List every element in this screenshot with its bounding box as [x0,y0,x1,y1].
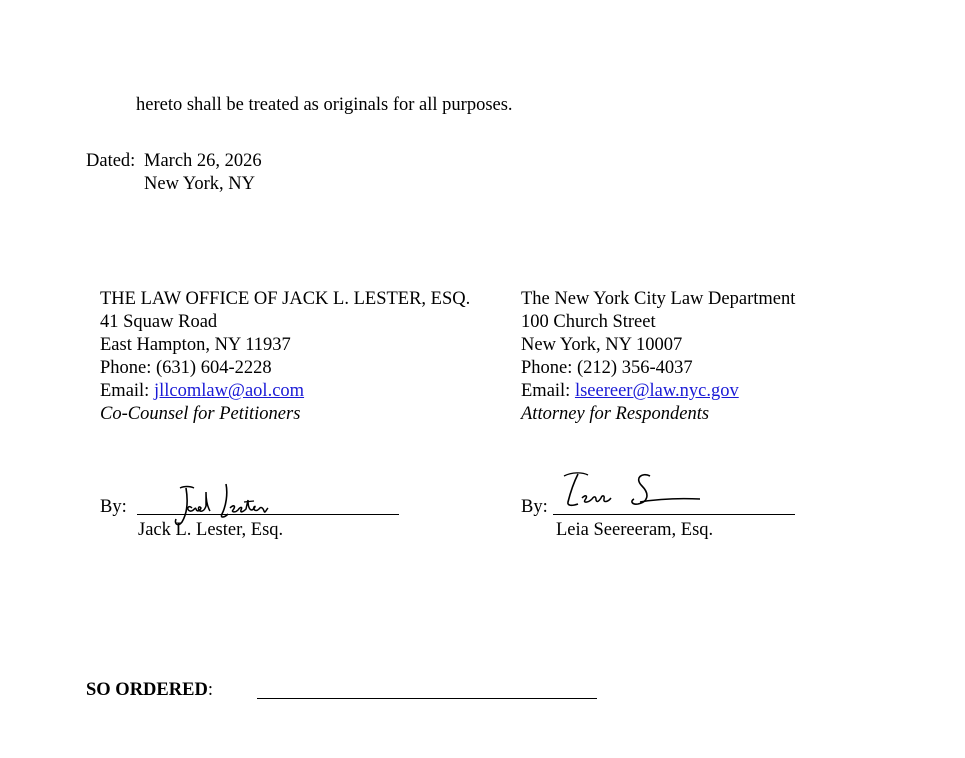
so-ordered-signature-line [257,698,597,699]
left-phone: Phone: (631) 604-2228 [100,358,272,378]
dated-place: New York, NY [144,174,256,194]
left-by-label: By: [100,497,127,517]
left-firm-name: THE LAW OFFICE OF JACK L. LESTER, ESQ. [100,289,471,309]
left-role: Co-Counsel for Petitioners [100,404,301,424]
dated-label: Dated: [86,151,136,171]
left-signer-name: Jack L. Lester, Esq. [138,520,284,540]
right-signature-line [553,514,795,515]
right-by-label: By: [521,497,548,517]
right-firm-name: The New York City Law Department [521,289,796,309]
right-email-label: Email: [521,381,575,401]
so-ordered-label: SO ORDERED [86,680,208,700]
so-ordered-colon: : [207,680,213,700]
left-email-line [100,380,304,403]
right-signer-name: Leia Seereeram, Esq. [556,520,714,540]
right-email-line [521,380,739,403]
right-address-line2: New York, NY 10007 [521,335,683,355]
right-address-line1: 100 Church Street [521,312,656,332]
so-ordered-line [86,679,213,702]
left-email-label: Email: [100,381,154,401]
right-email-link[interactable]: lseereer@law.nyc.gov [574,381,739,401]
left-address-line1: 41 Squaw Road [100,312,218,332]
intro-line: hereto shall be treated as originals for all purposes. [136,95,513,115]
right-role: Attorney for Respondents [521,404,710,424]
dated-date: March 26, 2026 [144,151,262,171]
left-address-line2: East Hampton, NY 11937 [100,335,291,355]
left-email-link[interactable]: jllcomlaw@aol.com [153,381,305,401]
right-signature-image [558,468,703,512]
right-phone: Phone: (212) 356-4037 [521,358,693,378]
